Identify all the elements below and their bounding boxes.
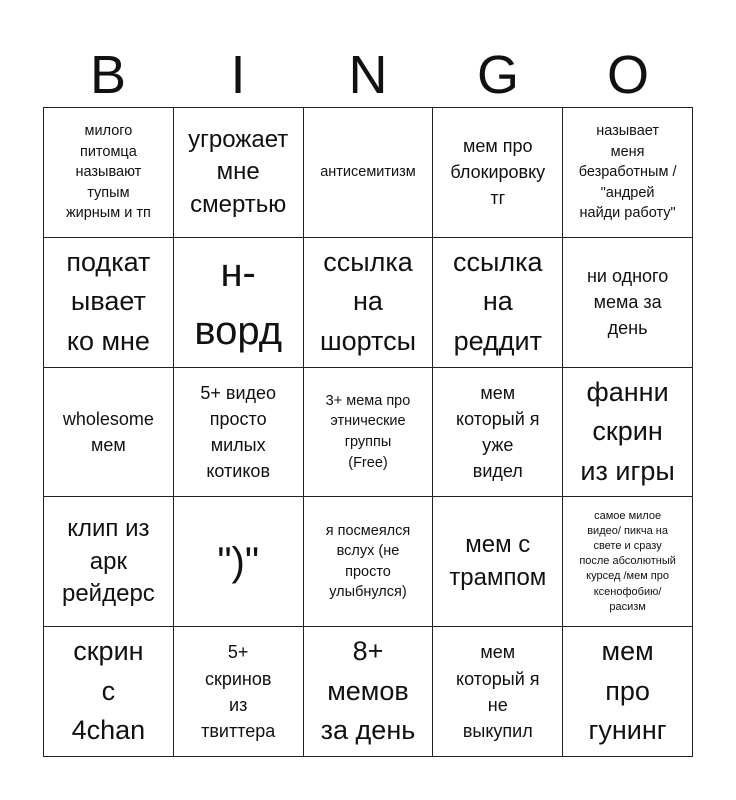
bingo-cell[interactable]: клип из арк рейдерс [44, 497, 174, 627]
bingo-cell[interactable]: милого питомца называют тупым жирным и тп [44, 108, 174, 238]
header-letter-b: B [89, 45, 127, 105]
bingo-cell[interactable]: фанни скрин из игры [563, 368, 693, 498]
header-letter-i: I [230, 45, 246, 105]
bingo-cell[interactable]: мем про блокировку тг [433, 108, 563, 238]
bingo-cell[interactable]: 5+ видео просто милых котиков [174, 368, 304, 498]
bingo-cell[interactable]: wholesome мем [44, 368, 174, 498]
header-letter-g: G [476, 45, 519, 105]
bingo-cell[interactable]: н- ворд [174, 238, 304, 368]
bingo-cell[interactable]: 8+ мемов за день [304, 627, 434, 757]
bingo-cell[interactable]: я посмеялся вслух (не просто улыбнулся) [304, 497, 434, 627]
bingo-cell[interactable]: ссылка на реддит [433, 238, 563, 368]
bingo-cell[interactable]: 3+ мема про этнические группы (Free) [304, 368, 434, 498]
bingo-cell[interactable]: антисемитизм [304, 108, 434, 238]
header-letter-n: N [348, 45, 388, 105]
bingo-cell[interactable]: называет меня безработным / "андрей найди работу" [563, 108, 693, 238]
bingo-cell[interactable]: мем с трампом [433, 497, 563, 627]
bingo-cell[interactable]: самое милое видео/ пикча на свете и сразу после абсолютный курсед /мем про ксенофобию/ расизм [563, 497, 693, 627]
bingo-cell[interactable]: угрожает мне смертью [174, 108, 304, 238]
bingo-cell[interactable]: подкат ывает ко мне [44, 238, 174, 368]
bingo-cell[interactable]: мем который я не выкупил [433, 627, 563, 757]
bingo-header [43, 42, 693, 108]
bingo-cell[interactable]: ")" [174, 497, 304, 627]
header-letter-o: O [606, 45, 649, 105]
bingo-cell[interactable]: ни одного мема за день [563, 238, 693, 368]
bingo-cell[interactable]: 5+ скринов из твиттера [174, 627, 304, 757]
bingo-cell[interactable]: скрин с 4chan [44, 627, 174, 757]
bingo-grid [43, 107, 693, 757]
bingo-cell[interactable]: ссылка на шортсы [304, 238, 434, 368]
bingo-cell[interactable]: мем про гунинг [563, 627, 693, 757]
bingo-cell[interactable]: мем который я уже видел [433, 368, 563, 498]
